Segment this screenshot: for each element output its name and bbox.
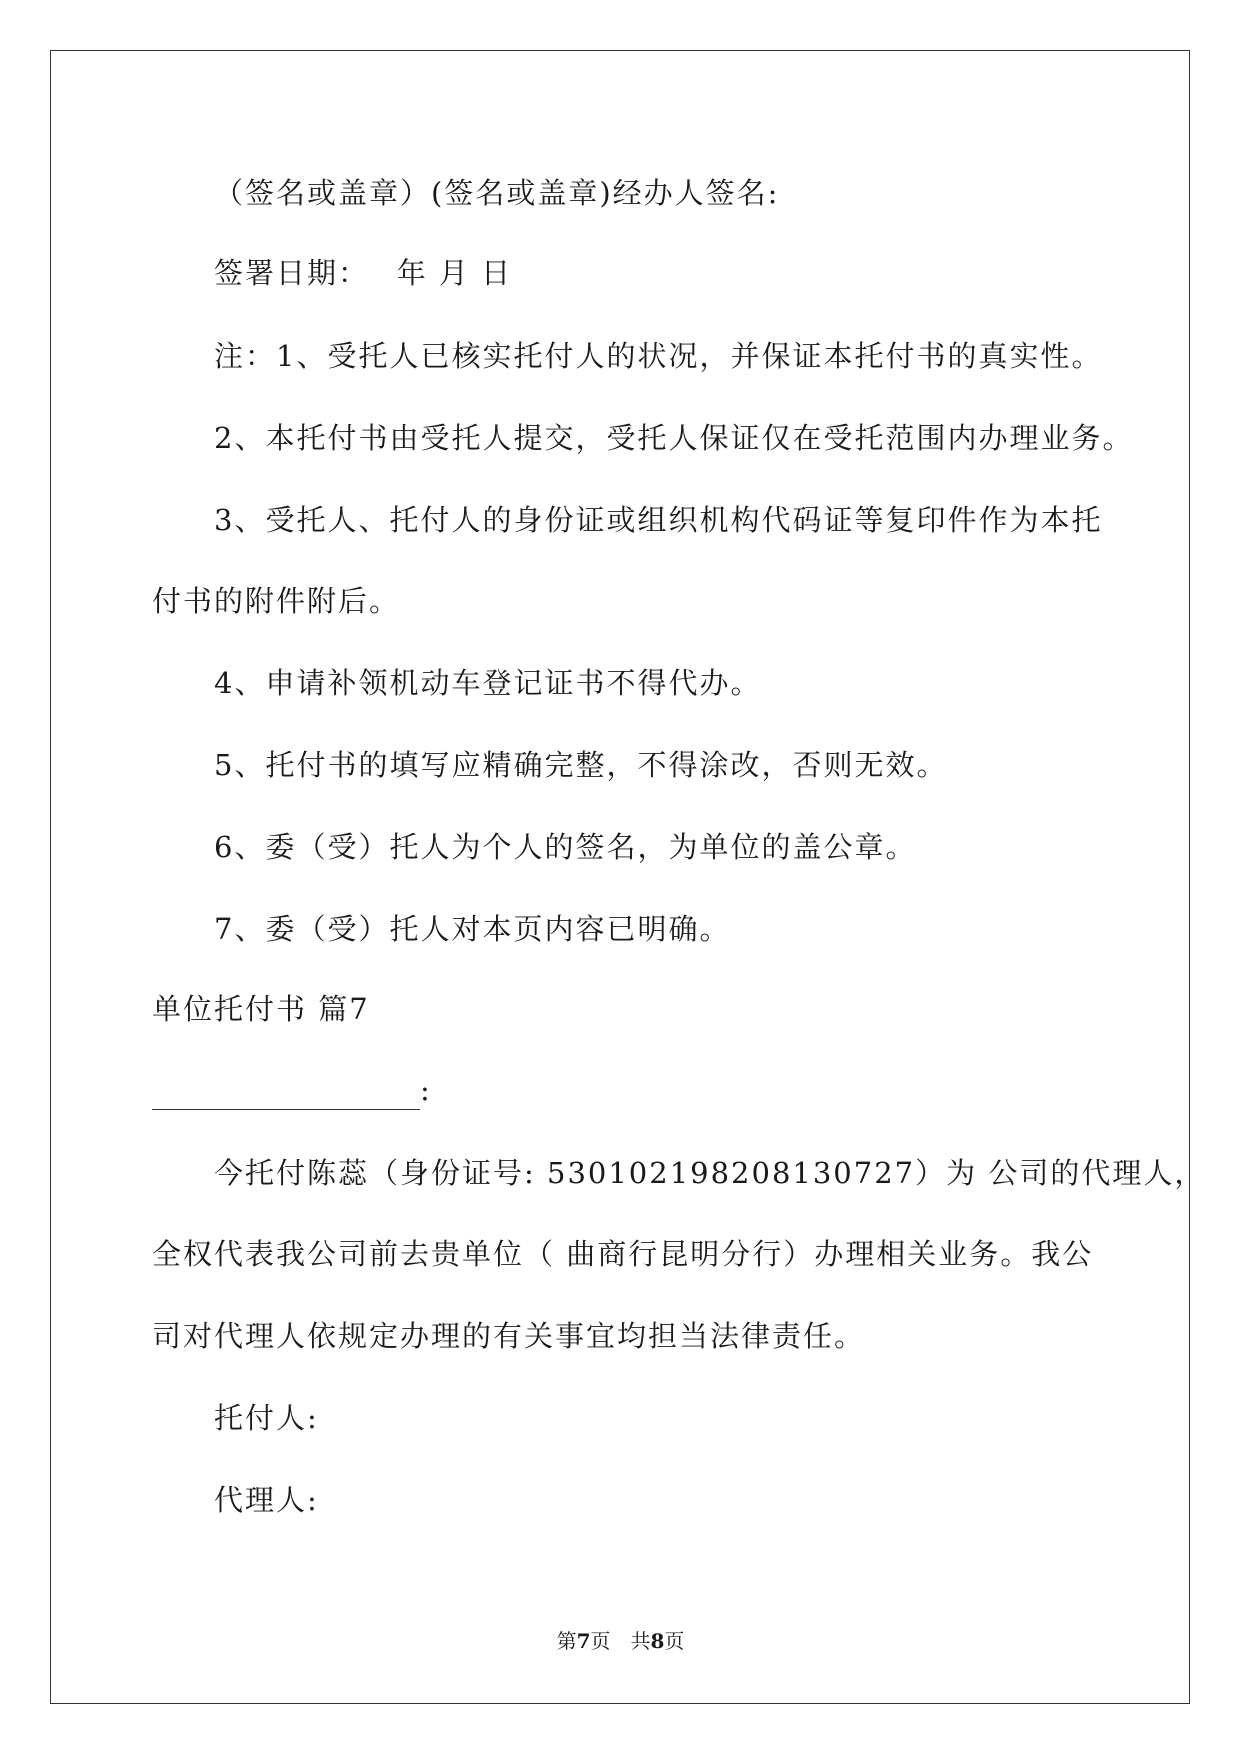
agent-label: 代理人: [214, 1483, 319, 1517]
principal-label: 托付人: [214, 1401, 319, 1435]
addressee-line [152, 1070, 432, 1110]
footer-suffix: 页 [664, 1629, 685, 1653]
note-2: 2、本托付书由受托人提交，受托人保证仅在受托范围内办理业务。 [214, 421, 1134, 455]
body-paragraph-line-1: 今托付陈蕊（身份证号: 530102198208130727）为 公司的代理人， [214, 1156, 1206, 1190]
note-1: 注：1、受托人已核实托付人的状况，并保证本托付书的真实性。 [214, 339, 1103, 373]
current-page-number: 7 [576, 1629, 591, 1653]
body-paragraph-line-2: 全权代表我公司前去贵单位（ 曲商行昆明分行）办理相关业务。我公 [152, 1237, 1094, 1271]
note-4: 4、申请补领机动车登记证书不得代办。 [214, 666, 762, 700]
note-7: 7、委（受）托人对本页内容已明确。 [214, 912, 731, 946]
total-page-number: 8 [650, 1629, 665, 1653]
signing-date-line: 签署日期： 年 月 日 [214, 256, 513, 290]
signature-line: （签名或盖章）(签名或盖章)经办人签名: [214, 176, 780, 210]
note-3: 3、受托人、托付人的身份证或组织机构代码证等复印件作为本托 [214, 503, 1103, 537]
body-paragraph-line-3: 司对代理人依规定办理的有关事宜均担当法律责任。 [152, 1319, 866, 1353]
note-6: 6、委（受）托人为个人的签名，为单位的盖公章。 [214, 830, 917, 864]
footer-middle: 页 共 [590, 1629, 651, 1653]
addressee-colon: : [420, 1073, 432, 1107]
footer-prefix: 第 [556, 1629, 577, 1653]
note-3-continued: 付书的附件附后。 [152, 584, 401, 618]
addressee-blank [152, 1079, 420, 1110]
page-footer [0, 1627, 1241, 1655]
note-5: 5、托付书的填写应精确完整，不得涂改，否则无效。 [214, 748, 948, 782]
page-border [50, 50, 1190, 1704]
section-heading: 单位托付书 篇7 [152, 992, 370, 1026]
